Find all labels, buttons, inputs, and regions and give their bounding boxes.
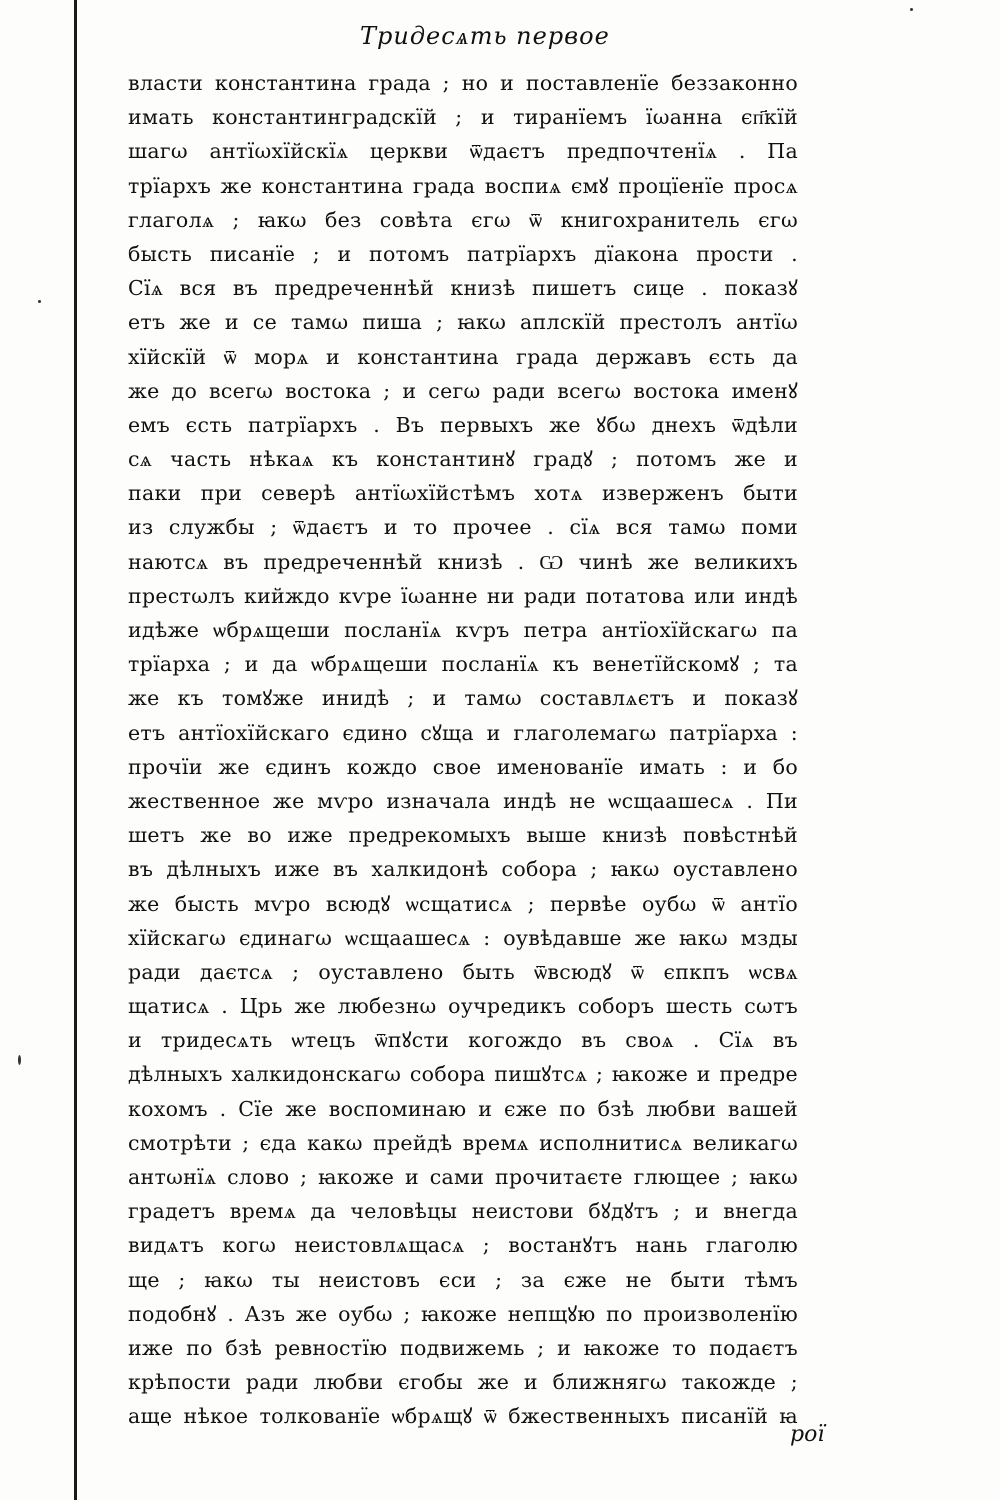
text-line: ради даєтсѧ ; оуставлено быть ѿвсюдꙋ ѿ єпкпъ ѡсвѧ xyxy=(128,959,798,984)
text-line: хїйскагω єдинагω ѡсщаашесѧ : оувѣдавше же ꙗкω мзды xyxy=(128,925,798,950)
text-line: хїйскїй ѿ морѧ и константина града державъ єсть да xyxy=(128,344,798,369)
text-line: шетъ же во иже предреκомыхъ выше книзѣ повѣстнѣй xyxy=(128,823,798,848)
folio-number: рої xyxy=(790,1422,825,1447)
text-line: подобнꙋ . Азъ же оубω ; ꙗкоже непщꙋю по произволенїю xyxy=(128,1301,798,1326)
text-line: емъ єсть патрїархъ . Въ первыхъ же ꙋбω днехъ ѿдѣли xyxy=(128,412,798,437)
text-line: етъ же и се тамω пиша ; ꙗкω аплскїй престолъ антїω xyxy=(128,310,798,335)
text-line: щатисѧ . Црь же любезнω оучредикъ соборъ шесть сωтъ xyxy=(128,994,798,1019)
text-line: смотрѣти ; єда какω прейдѣ времѧ исполнитисѧ великагω xyxy=(128,1130,798,1155)
ink-speck xyxy=(18,1055,21,1065)
text-line: и тридесѧть ѡтецъ ѿпꙋсти когождо въ своѧ . Сїѧ въ xyxy=(128,1028,798,1053)
text-line: власти константина града ; но и поставленїе беззаконно xyxy=(128,71,798,95)
running-header: Тридесѧть первое xyxy=(360,22,610,50)
page-left-rule xyxy=(74,0,77,1500)
text-line: въ дѣлныхъ иже въ халкидонѣ собора ; ꙗкω оуставлено xyxy=(128,857,798,882)
text-line: бысть писанїе ; и потомъ патрїархъ дїакона прости . xyxy=(128,241,798,266)
text-line: аще нѣкое толкованїе ѡбрѧщꙋ ѿ бжественныхъ писанїй ꙗ xyxy=(128,1404,798,1429)
text-line: трїарха ; и да ѡбрѧщеши посланїѧ къ венетїйскомꙋ ; та xyxy=(128,652,798,677)
text-line: антωнїѧ слово ; ꙗкоже и сами прочитаєте глющее ; ꙗкω xyxy=(128,1165,798,1189)
text-line: иже по бзѣ ревностїю подвижемь ; и ꙗкоже то подаєтъ xyxy=(128,1335,798,1360)
text-line: же до всегω востока ; и сегω ради всегω востока именꙋ xyxy=(128,378,798,403)
body-text xyxy=(128,66,798,1434)
text-line: крѣпости ради любви єгобы же и ближнягω такожде ; xyxy=(128,1370,798,1395)
text-line: из службы ; ѿдаєтъ и то прочее . сїѧ вся тамω поми xyxy=(128,515,798,540)
text-line: идѣже ѡбрѧщеши посланїѧ кѵръ петра антїохїйскагω па xyxy=(128,618,798,642)
text-line: престωлъ кийждо кѵре їωанне ни ради потатова или индѣ xyxy=(128,583,798,608)
text-line: кохомъ . Сїе же воспоминаю и єже по бзѣ любви вашей xyxy=(128,1096,798,1121)
text-line: шагω антїωхїйскїѧ церкви ѿдаєтъ предпочтенїѧ . Па xyxy=(128,139,798,164)
text-line: ще ; ꙗкω ты неистовъ єси ; за єже не быти тѣмъ xyxy=(128,1267,798,1292)
text-line: етъ антїохїйскаго єдино сꙋща и глаголемагω патрїарха : xyxy=(128,720,798,745)
text-line: видѧтъ когω неистовлѧщасѧ ; востанꙋтъ нань глаголю xyxy=(128,1233,798,1258)
ink-speck xyxy=(910,8,913,11)
text-line: прочїи же єдинъ кождо свое именованїе имать : и бо xyxy=(128,754,798,779)
text-line: Сїѧ вся въ предреченнѣй книзѣ пишетъ сице . показꙋ xyxy=(128,276,798,301)
text-line: паки при северѣ антїωхїйстѣмъ хотѧ изверженъ быти xyxy=(128,481,798,506)
text-line: глаголѧ ; ꙗкω без совѣта єгω ѿ книгохранитель єгω xyxy=(128,207,798,232)
text-line: сѧ часть нѣкаѧ къ константинꙋ градꙋ ; потомъ же и xyxy=(128,447,798,472)
text-line: трїархъ же константина града воспиѧ ємꙋ процїенїе просѧ xyxy=(128,173,798,198)
text-line: же бысть мѵро всюдꙋ ѡсщатисѧ ; первѣе оубω ѿ антїо xyxy=(128,891,798,916)
text-line: дѣлныхъ халкидонскагω собора пишꙋтсѧ ; ꙗкоже и предре xyxy=(128,1062,798,1087)
text-line: градетъ времѧ да человѣцы неистови бꙋдꙋтъ ; и внегда xyxy=(128,1199,798,1224)
text-line: наютсѧ въ предреченнѣй книзѣ . Ѡ чинѣ же великихъ xyxy=(128,549,798,574)
text-line: жественное же мѵро изначала индѣ не ѡсщаашесѧ . Пи xyxy=(128,788,798,813)
text-line: имать константинградскїй ; и тиранїемъ їωанна єп҃кїй xyxy=(128,105,798,130)
ink-speck xyxy=(38,300,41,303)
text-line: же къ томꙋже инидѣ ; и тамω составлѧєтъ и показꙋ xyxy=(128,686,798,711)
